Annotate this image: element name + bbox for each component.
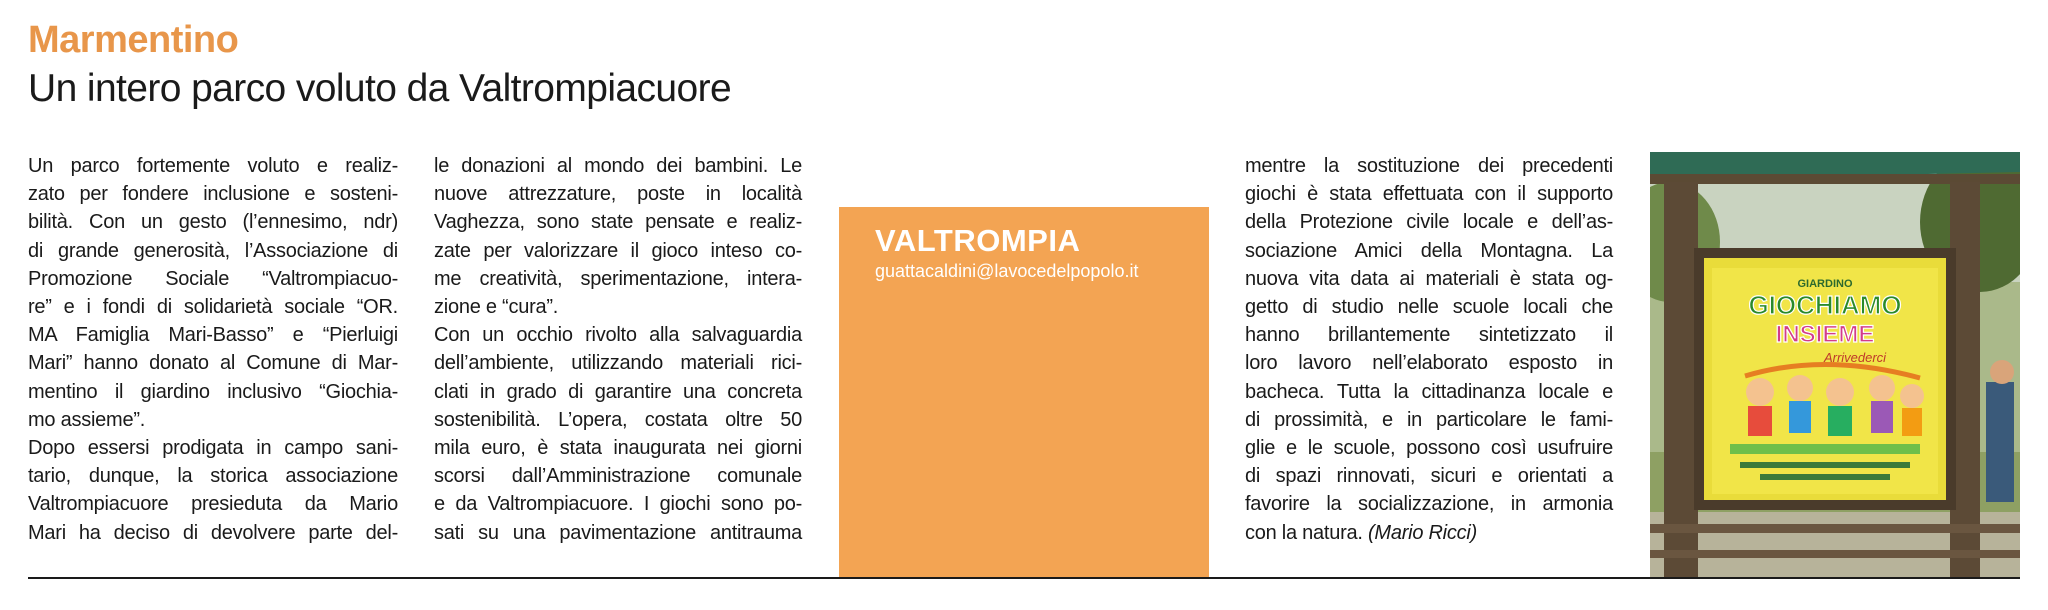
text-line: Mari” hanno donato al Comune di Mar-: [28, 352, 398, 375]
text-line: e da Valtrompiacuore. I giochi sono po-: [434, 493, 802, 516]
text-line: zato per fondere inclusione e sosteni-: [28, 183, 398, 206]
text-line: mila euro, è stata inaugurata nei giorni: [434, 437, 802, 460]
article-headline: Un intero parco voluto da Valtrompiacuore: [28, 67, 732, 110]
text-line: sostenibilità. L’opera, costata oltre 50: [434, 408, 802, 431]
text-line: dell’ambiente, utilizzando materiali rici-: [434, 352, 802, 375]
text-line: Vaghezza, sono state pensate e realiz-: [434, 211, 802, 234]
playground-sign-illustration: [1650, 152, 2020, 577]
text-line: scorsi dall’Amministrazione comunale: [434, 465, 802, 488]
text-line: nuove attrezzature, poste in località: [434, 183, 802, 206]
text-line: mentino il giardino inclusivo “Giochia-: [28, 380, 398, 403]
text-line: sociazione Amici della Montagna. La: [1245, 239, 1613, 262]
text-line: le donazioni al mondo dei bambini. Le: [434, 155, 802, 177]
text-line: nuova vita data ai materiali è stata og-: [1245, 267, 1613, 290]
text-line: favorire la socializzazione, in armonia: [1245, 493, 1613, 516]
text-line: hanno brillantemente sintetizzato il: [1245, 324, 1613, 347]
text-line: re” e i fondi di solidarietà sociale “OR.: [28, 296, 398, 319]
text-line: della Protezione civile locale e dell’as-: [1245, 211, 1613, 234]
article-column-3: [1245, 152, 1613, 547]
section-box-title: VALTROMPIA: [875, 223, 1081, 258]
text-line: zate per valorizzare il gioco inteso co-: [434, 239, 802, 262]
text-line: clati in grado di garantire una concreta: [434, 380, 802, 403]
article-photo: [1650, 152, 2020, 577]
article-kicker: Marmentino: [28, 19, 239, 61]
text-line-final: [1245, 519, 1613, 547]
text-line: di grande generosità, l’Associazione di: [28, 239, 398, 262]
section-box: [839, 207, 1209, 577]
text-line: getto di studio nelle scuole locali che: [1245, 296, 1613, 319]
text-line: glie e le scuole, possono così usufruire: [1245, 437, 1613, 460]
article-column-2: [434, 152, 802, 547]
text-line: mentre la sostituzione dei precedenti: [1245, 155, 1613, 177]
text-line: Dopo essersi prodigata in campo sani-: [28, 437, 398, 460]
text-line: Un parco fortemente voluto e realiz-: [28, 155, 398, 177]
text-line: bilità. Con un gesto (l’ennesimo, ndr): [28, 211, 398, 234]
text-line: zione e “cura”.: [434, 296, 559, 319]
final-text: con la natura.: [1245, 521, 1363, 544]
text-line: di prossimità, e in particolare le fami-: [1245, 408, 1613, 431]
bottom-rule: [28, 577, 2020, 579]
text-line: giochi è stata effettuata con il supporto: [1245, 183, 1613, 206]
article-column-1: [28, 152, 398, 547]
text-line: MA Famiglia Mari-Basso” e “Pierluigi: [28, 324, 398, 347]
text-line: Con un occhio rivolto alla salvaguardia: [434, 324, 802, 347]
sign-title-1: GIOCHIAMO: [1748, 290, 1902, 320]
text-line: Promozione Sociale “Valtrompiacuo-: [28, 267, 398, 290]
sign-small-label: GIARDINO: [1797, 278, 1853, 290]
text-line: sati su una pavimentazione antitrauma: [434, 521, 802, 544]
section-box-email: guattacaldini@lavocedelpopolo.it: [875, 261, 1139, 281]
text-line: bacheca. Tutta la cittadinanza locale e: [1245, 380, 1613, 403]
text-line: Valtrompiacuore presieduta da Mario: [28, 493, 398, 516]
text-line: me creatività, sperimentazione, intera-: [434, 267, 802, 290]
text-line: loro lavoro nell’elaborato esposto in: [1245, 352, 1613, 375]
text-line: Mari ha deciso di devolvere parte del-: [28, 521, 398, 544]
text-line: tario, dunque, la storica associazione: [28, 465, 398, 488]
author-signature: (Mario Ricci): [1368, 521, 1477, 544]
text-line: di spazi rinnovati, sicuri e orientati a: [1245, 465, 1613, 488]
sign-title-2: INSIEME: [1775, 321, 1875, 348]
text-line: mo assieme”.: [28, 408, 146, 431]
sign-subtitle: Arrivederci: [1823, 350, 1887, 365]
